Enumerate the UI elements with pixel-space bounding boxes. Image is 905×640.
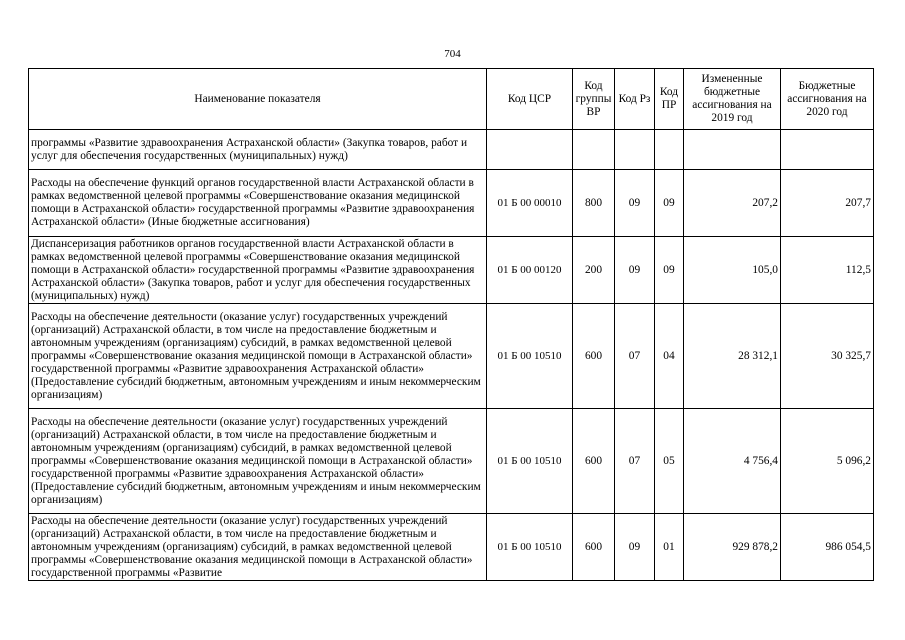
row-name: Расходы на обеспечение деятельности (оказание услуг) государственных учреждений (организаций) Астраханской области, в том числе на предоставление бюджетным и автономным учреждениям (организациям) субсидий, в рамках ведомственной целевой программы «Совершенствование оказания медицинской помощи в Астраханской области» государственной программы «Развитие xyxy=(29,514,487,581)
row-pr: 09 xyxy=(655,237,684,304)
row-2019 xyxy=(684,130,781,170)
row-2020: 986 054,5 xyxy=(781,514,874,581)
row-2019: 28 312,1 xyxy=(684,304,781,409)
header-2020: Бюджетные ассигнования на 2020 год xyxy=(781,69,874,130)
row-2019: 4 756,4 xyxy=(684,409,781,514)
row-name: Расходы на обеспечение деятельности (оказание услуг) государственных учреждений (организаций) Астраханской области, в том числе на предоставление бюджетным и автономным учреждениям (организациям) субсидий, в рамках ведомственной целевой программы «Совершенствование оказания медицинской помощи в Астраханской области» государственной программы «Развитие здравоохранения Астраханской области» (Предоставление субсидий бюджетным, автономным учреждениям и иным некоммерческим организациям) xyxy=(29,304,487,409)
table-row xyxy=(29,170,874,237)
budget-table xyxy=(28,68,874,581)
row-2020: 112,5 xyxy=(781,237,874,304)
row-pr: 09 xyxy=(655,170,684,237)
header-2019: Измененные бюджетные ассигнования на 2019 год xyxy=(684,69,781,130)
row-pr: 04 xyxy=(655,304,684,409)
row-csr: 01 Б 00 10510 xyxy=(487,409,573,514)
row-rz: 07 xyxy=(615,304,655,409)
row-csr: 01 Б 00 10510 xyxy=(487,514,573,581)
row-name: Расходы на обеспечение функций органов государственной власти Астраханской области в рамках ведомственной целевой программы «Совершенствование оказания медицинской помощи в Астраханской области» государственной программы «Развитие здравоохранения Астраханской области» (Иные бюджетные ассигнования) xyxy=(29,170,487,237)
row-vr: 800 xyxy=(573,170,615,237)
row-csr xyxy=(487,130,573,170)
row-rz: 07 xyxy=(615,409,655,514)
row-name: Диспансеризация работников органов государственной власти Астраханской области в рамках ведомственной целевой программы «Совершенствование оказания медицинской помощи в Астраханской области» государственной программы «Развитие здравоохранения Астраханской области» (Закупка товаров, работ и услуг для обеспечения государственных (муниципальных) нужд) xyxy=(29,237,487,304)
row-2020: 5 096,2 xyxy=(781,409,874,514)
row-2020: 30 325,7 xyxy=(781,304,874,409)
row-rz: 09 xyxy=(615,237,655,304)
table-row xyxy=(29,130,874,170)
row-2020 xyxy=(781,130,874,170)
row-pr: 01 xyxy=(655,514,684,581)
row-2019: 207,2 xyxy=(684,170,781,237)
header-rz: Код Рз xyxy=(615,69,655,130)
row-rz: 09 xyxy=(615,514,655,581)
row-csr: 01 Б 00 10510 xyxy=(487,304,573,409)
row-vr xyxy=(573,130,615,170)
row-rz xyxy=(615,130,655,170)
header-vr: Код группы ВР xyxy=(573,69,615,130)
header-name: Наименование показателя xyxy=(29,69,487,130)
table-row xyxy=(29,514,874,581)
row-2020: 207,7 xyxy=(781,170,874,237)
header-csr: Код ЦСР xyxy=(487,69,573,130)
row-name: программы «Развитие здравоохранения Астраханской области» (Закупка товаров, работ и услуг для обеспечения государственных (муниципальных) нужд) xyxy=(29,130,487,170)
row-pr xyxy=(655,130,684,170)
table-row xyxy=(29,304,874,409)
row-vr: 600 xyxy=(573,514,615,581)
header-pr: Код ПР xyxy=(655,69,684,130)
row-pr: 05 xyxy=(655,409,684,514)
row-vr: 200 xyxy=(573,237,615,304)
page-number: 704 xyxy=(444,48,461,60)
row-csr: 01 Б 00 00120 xyxy=(487,237,573,304)
row-vr: 600 xyxy=(573,409,615,514)
row-name: Расходы на обеспечение деятельности (оказание услуг) государственных учреждений (организаций) Астраханской области, в том числе на предоставление бюджетным и автономным учреждениям (организациям) субсидий, в рамках ведомственной целевой программы «Совершенствование оказания медицинской помощи в Астраханской области» государственной программы «Развитие здравоохранения Астраханской области» (Предоставление субсидий бюджетным, автономным учреждениям и иным некоммерческим организациям) xyxy=(29,409,487,514)
row-2019: 929 878,2 xyxy=(684,514,781,581)
table-row xyxy=(29,409,874,514)
table-header-row xyxy=(29,69,874,130)
row-csr: 01 Б 00 00010 xyxy=(487,170,573,237)
table-row xyxy=(29,237,874,304)
row-rz: 09 xyxy=(615,170,655,237)
row-vr: 600 xyxy=(573,304,615,409)
row-2019: 105,0 xyxy=(684,237,781,304)
